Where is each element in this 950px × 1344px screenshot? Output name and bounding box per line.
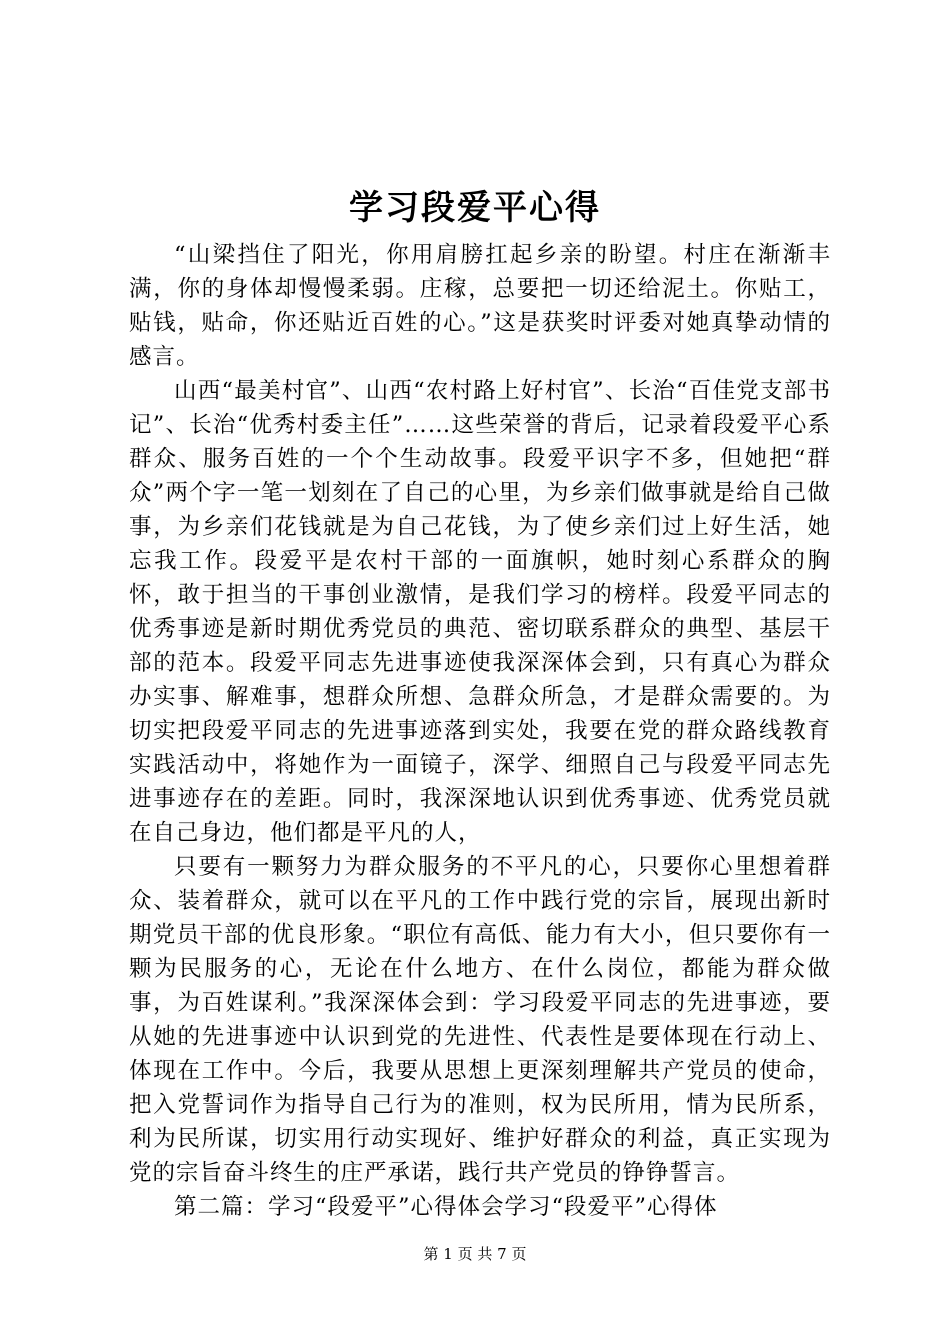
paragraph-3: 只要有一颗努力为群众服务的不平凡的心，只要你心里想着群众、装着群众，就可以在平凡的工作中践行党的宗旨，展现出新时期党员干部的优良形象。“职位有高低、能力有大小，但只要你有一颗为民服务的心，无论在什么地方、在什么岗位，都能为群众做事，为百姓谋利。”我深深体会到：学习段爱平同志的先进事迹，要从她的先进事迹中认识到党的先进性、代表性是要体现在行动上、体现在工作中。今后，我要从思想上更深刻理解共产党员的使命，把入党誓词作为指导自己行为的准则，权为民所用，情为民所系，利为民所谋，切实用行动实现好、维护好群众的利益，真正实现为党的宗旨奋斗终生的庄严承诺，践行共产党员的铮铮誓言。 (129, 854, 831, 1186)
document-title: 学习段爱平心得 (349, 188, 601, 228)
paragraph-1: “山梁挡住了阳光，你用肩膀扛起乡亲的盼望。村庄在渐渐丰满，你的身体却慢慢柔弱。庄稼，总要把一切还给泥土。你贴工，贴钱，贴命，你还贴近百姓的心。”这是获奖时评委对她真挚动情的感言。 (129, 242, 831, 370)
document-body (129, 238, 831, 1224)
paragraph-2: 山西“最美村官”、山西“农村路上好村官”、长治“百佳党支部书记”、长治“优秀村委主任”……这些荣誉的背后，记录着段爱平心系群众、服务百姓的一个个生动故事。段爱平识字不多，但她把“群众”两个字一笔一划刻在了自己的心里，为乡亲们做事就是给自己做事，为乡亲们花钱就是为自己花钱，为了使乡亲们过上好生活，她忘我工作。段爱平是农村干部的一面旗帜，她时刻心系群众的胸怀，敢于担当的干事创业激情，是我们学习的榜样。段爱平同志的优秀事迹是新时期优秀党员的典范、密切联系群众的典型、基层干部的范本。段爱平同志先进事迹使我深深体会到，只有真心为群众办实事、解难事，想群众所想、急群众所急，才是群众需要的。为切实把段爱平同志的先进事迹落到实处，我要在党的群众路线教育实践活动中，将她作为一面镜子，深学、细照自己与段爱平同志先进事迹存在的差距。同时，我深深地认识到优秀事迹、优秀党员就在自己身边，他们都是平凡的人， (129, 378, 831, 846)
page-number-footer: 第 1 页 共 7 页 (423, 1245, 527, 1263)
paragraph-4: 第二篇：学习“段爱平”心得体会学习“段爱平”心得体 (174, 1194, 718, 1220)
